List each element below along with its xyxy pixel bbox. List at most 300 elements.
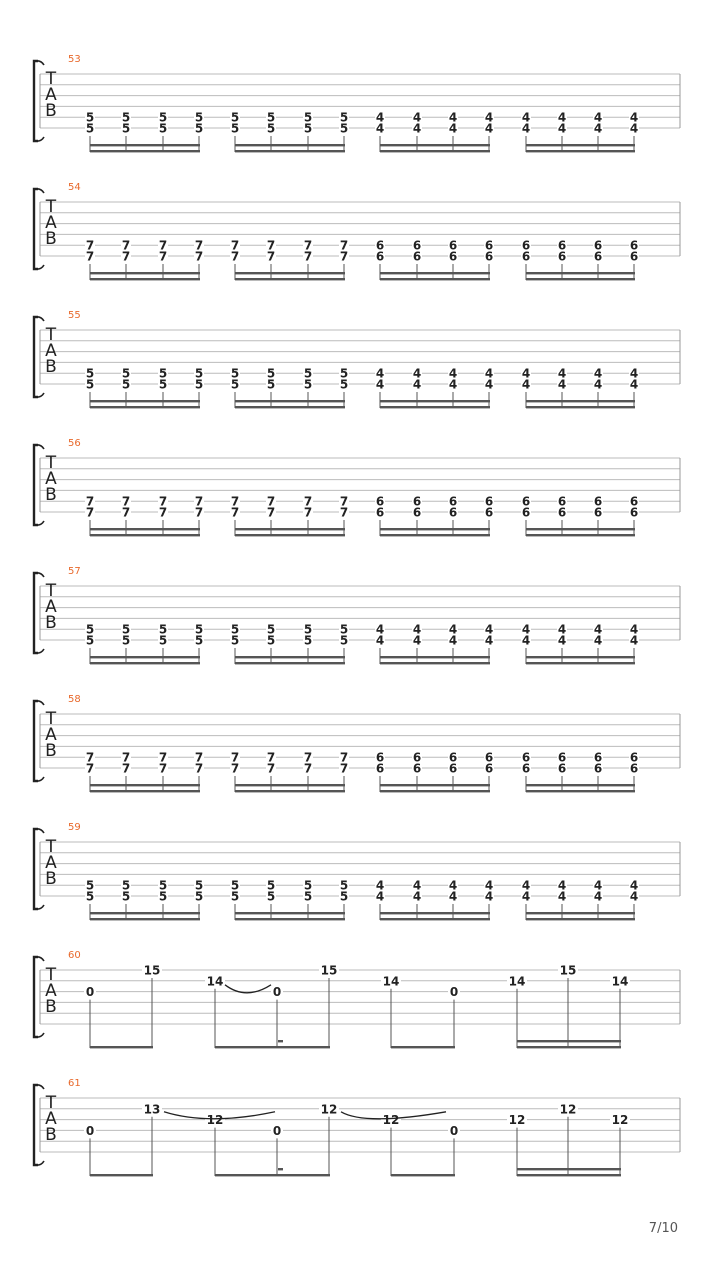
fret-number: 7 (230, 238, 240, 253)
fret-number: 5 (194, 121, 204, 136)
bracket-hook-bottom (35, 777, 44, 781)
fret-number: 7 (158, 249, 168, 264)
fret-number: 5 (303, 878, 313, 893)
fret-number: 7 (194, 249, 204, 264)
fret-number: 4 (412, 633, 422, 648)
fret-number: 12 (508, 1113, 526, 1128)
fret-number: 4 (593, 622, 603, 637)
beam (235, 912, 345, 914)
fret-number: 5 (339, 377, 349, 392)
tab-clef-b: B (45, 229, 57, 249)
fret-number: 4 (557, 622, 567, 637)
fret-number: 6 (484, 238, 494, 253)
fret-number: 4 (629, 878, 639, 893)
fret-number: 6 (484, 505, 494, 520)
beam (526, 662, 635, 664)
beam (90, 278, 200, 280)
fret-number: 7 (85, 750, 95, 765)
fret-number: 5 (194, 889, 204, 904)
fret-number: 4 (593, 121, 603, 136)
beam (380, 144, 490, 146)
fret-number: 6 (557, 750, 567, 765)
beam (235, 656, 345, 658)
fret-number: 4 (593, 633, 603, 648)
fret-number: 6 (629, 238, 639, 253)
tab-clef-b: B (45, 869, 57, 889)
tab-system-61 (34, 1078, 680, 1176)
beam (380, 918, 490, 920)
fret-number: 7 (194, 505, 204, 520)
fret-number: 6 (629, 505, 639, 520)
fret-number: 6 (521, 238, 531, 253)
fret-number: 6 (412, 750, 422, 765)
fret-number: 5 (121, 878, 131, 893)
fret-number: 4 (521, 121, 531, 136)
fret-number: 4 (412, 110, 422, 125)
fret-number: 6 (448, 494, 458, 509)
fret-number: 5 (158, 889, 168, 904)
fret-number: 5 (230, 110, 240, 125)
beam (517, 1168, 621, 1170)
fret-number: 6 (557, 238, 567, 253)
fret-number: 7 (158, 494, 168, 509)
fret-number: 7 (121, 750, 131, 765)
fret-number: 6 (521, 249, 531, 264)
fret-number: 0 (85, 1123, 95, 1138)
tab-clef-a: A (45, 597, 57, 617)
tab-clef-t: T (45, 709, 57, 729)
fret-number: 5 (158, 878, 168, 893)
beam (235, 400, 345, 402)
fret-number: 4 (375, 889, 385, 904)
fret-number: 5 (194, 633, 204, 648)
beam (526, 528, 635, 530)
bracket-hook-bottom (35, 521, 44, 525)
fret-number: 5 (158, 633, 168, 648)
fret-number: 6 (521, 505, 531, 520)
beam (517, 1040, 621, 1042)
fret-number: 4 (448, 377, 458, 392)
beam (526, 406, 635, 408)
tab-clef-a: A (45, 725, 57, 745)
fret-number: 5 (339, 121, 349, 136)
system-bracket (34, 701, 38, 781)
bracket-hook-bottom (35, 649, 44, 653)
beam (235, 406, 345, 408)
fret-number: 5 (339, 622, 349, 637)
tab-system-56 (34, 438, 680, 536)
tab-clef-a: A (45, 85, 57, 105)
fret-number: 5 (303, 633, 313, 648)
fret-number: 4 (448, 110, 458, 125)
fret-number: 4 (448, 878, 458, 893)
fret-number: 4 (448, 622, 458, 637)
fret-number: 6 (521, 494, 531, 509)
fret-number: 7 (121, 505, 131, 520)
beam (90, 912, 200, 914)
tab-clef-t: T (45, 325, 57, 345)
fret-number: 4 (484, 377, 494, 392)
fret-number: 4 (484, 121, 494, 136)
beam (235, 790, 345, 792)
fret-number: 6 (484, 750, 494, 765)
beam (235, 918, 345, 920)
fret-number: 4 (557, 878, 567, 893)
fret-number: 5 (121, 366, 131, 381)
beam (526, 918, 635, 920)
fret-number: 7 (85, 494, 95, 509)
tab-clef-a: A (45, 981, 57, 1001)
fret-number: 7 (121, 761, 131, 776)
tab-system-59 (34, 822, 680, 920)
fret-number: 4 (375, 622, 385, 637)
fret-number: 5 (339, 110, 349, 125)
tab-system-55 (34, 310, 680, 408)
fret-number: 7 (303, 505, 313, 520)
beam (90, 144, 200, 146)
fret-number: 6 (629, 494, 639, 509)
system-bracket (34, 829, 38, 909)
fret-number: 7 (85, 761, 95, 776)
beam (90, 1174, 153, 1176)
fret-number: 5 (303, 366, 313, 381)
fret-number: 5 (303, 121, 313, 136)
tab-clef-t: T (45, 837, 57, 857)
tab-clef-a: A (45, 1109, 57, 1129)
fret-number: 4 (412, 366, 422, 381)
fret-number: 7 (266, 494, 276, 509)
beam (235, 784, 345, 786)
fret-number: 7 (121, 238, 131, 253)
fret-number: 4 (593, 110, 603, 125)
fret-number: 4 (412, 878, 422, 893)
beam (380, 790, 490, 792)
beam (235, 662, 345, 664)
fret-number: 6 (521, 750, 531, 765)
fret-number: 5 (339, 889, 349, 904)
fret-number: 5 (85, 878, 95, 893)
measure-number: 54 (68, 182, 81, 193)
fret-number: 12 (611, 1113, 629, 1128)
tab-systems (34, 54, 680, 1176)
fret-number: 14 (206, 974, 224, 989)
fret-number: 7 (339, 750, 349, 765)
fret-number: 6 (412, 494, 422, 509)
fret-number: 5 (85, 110, 95, 125)
fret-number: 5 (266, 366, 276, 381)
fret-number: 7 (230, 249, 240, 264)
fret-number: 6 (375, 750, 385, 765)
bracket-hook-top (35, 957, 44, 961)
beam (391, 1046, 455, 1048)
fret-number: 6 (484, 249, 494, 264)
fret-number: 7 (158, 761, 168, 776)
fret-number: 4 (412, 121, 422, 136)
fret-number: 7 (266, 761, 276, 776)
tab-clef-b: B (45, 357, 57, 377)
tab-system-54 (34, 182, 680, 280)
fret-number: 5 (121, 889, 131, 904)
fret-number: 4 (375, 366, 385, 381)
fret-number: 0 (272, 985, 282, 1000)
fret-number: 7 (230, 750, 240, 765)
beam (235, 528, 345, 530)
fret-number: 6 (593, 249, 603, 264)
fret-number: 4 (484, 889, 494, 904)
fret-number: 5 (266, 878, 276, 893)
fret-number: 14 (611, 974, 629, 989)
page-number: 7/10 (648, 1221, 678, 1236)
beam (526, 272, 635, 274)
fret-number: 5 (194, 377, 204, 392)
fret-number: 6 (412, 761, 422, 776)
bracket-hook-top (35, 573, 44, 577)
fret-number: 7 (230, 761, 240, 776)
fret-number: 5 (85, 633, 95, 648)
fret-number: 4 (557, 366, 567, 381)
beam (90, 1046, 153, 1048)
fret-number: 4 (375, 633, 385, 648)
fret-number: 4 (448, 121, 458, 136)
fret-number: 4 (521, 889, 531, 904)
fret-number: 5 (194, 622, 204, 637)
fret-number: 6 (448, 238, 458, 253)
fret-number: 5 (303, 622, 313, 637)
bracket-hook-bottom (35, 905, 44, 909)
measure-number: 61 (68, 1078, 81, 1089)
fret-number: 6 (412, 249, 422, 264)
fret-number: 6 (375, 761, 385, 776)
tab-clef-t: T (45, 965, 57, 985)
fret-number: 4 (521, 366, 531, 381)
fret-number: 5 (266, 633, 276, 648)
beam (90, 528, 200, 530)
bracket-hook-bottom (35, 1161, 44, 1165)
fret-number: 7 (339, 761, 349, 776)
fret-number: 5 (339, 633, 349, 648)
system-bracket (34, 573, 38, 653)
beam (90, 662, 200, 664)
fret-number: 5 (230, 121, 240, 136)
fret-number: 15 (320, 963, 338, 978)
bracket-hook-top (35, 61, 44, 65)
fret-number: 14 (508, 974, 526, 989)
fret-number: 5 (339, 366, 349, 381)
fret-number: 7 (194, 494, 204, 509)
fret-number: 5 (266, 622, 276, 637)
fret-number: 7 (158, 505, 168, 520)
tab-system-58 (34, 694, 680, 792)
tab-system-60 (34, 950, 680, 1048)
tab-clef-t: T (45, 69, 57, 89)
measure-number: 53 (68, 54, 81, 65)
tab-clef-t: T (45, 197, 57, 217)
fret-number: 6 (484, 761, 494, 776)
bracket-hook-top (35, 1085, 44, 1089)
fret-number: 5 (121, 110, 131, 125)
fret-number: 7 (266, 249, 276, 264)
beam (391, 1174, 455, 1176)
system-bracket (34, 317, 38, 397)
tab-clef-a: A (45, 341, 57, 361)
fret-number: 4 (521, 622, 531, 637)
beam (526, 150, 635, 152)
fret-number: 5 (339, 878, 349, 893)
fret-number: 4 (629, 889, 639, 904)
beam (90, 784, 200, 786)
beam (526, 790, 635, 792)
measure-number: 56 (68, 438, 81, 449)
tab-clef-b: B (45, 997, 57, 1017)
fret-number: 7 (303, 238, 313, 253)
fret-number: 5 (266, 377, 276, 392)
beam (380, 534, 490, 536)
fret-number: 7 (266, 750, 276, 765)
fret-number: 5 (194, 366, 204, 381)
fret-number: 7 (194, 761, 204, 776)
tab-clef-a: A (45, 853, 57, 873)
fret-number: 5 (158, 366, 168, 381)
fret-number: 6 (375, 249, 385, 264)
bracket-hook-top (35, 317, 44, 321)
tab-clef-b: B (45, 485, 57, 505)
fret-number: 6 (484, 494, 494, 509)
tab-clef-b: B (45, 741, 57, 761)
tab-clef-t: T (45, 1093, 57, 1113)
beam (235, 534, 345, 536)
fret-number: 6 (375, 505, 385, 520)
beam (380, 784, 490, 786)
beam (90, 406, 200, 408)
fret-number: 5 (230, 633, 240, 648)
fret-number: 0 (272, 1123, 282, 1138)
beam (235, 150, 345, 152)
beam (526, 784, 635, 786)
fret-number: 6 (448, 249, 458, 264)
beam (90, 656, 200, 658)
fret-number: 7 (303, 494, 313, 509)
beam (526, 400, 635, 402)
fret-number: 4 (629, 377, 639, 392)
system-bracket (34, 61, 38, 141)
beam (380, 150, 490, 152)
fret-number: 4 (629, 366, 639, 381)
fret-number: 6 (375, 238, 385, 253)
beam (380, 656, 490, 658)
fret-number: 4 (375, 878, 385, 893)
fret-number: 7 (121, 249, 131, 264)
beam (90, 272, 200, 274)
fret-number: 12 (559, 1102, 577, 1117)
fret-number: 5 (230, 622, 240, 637)
fret-number: 5 (194, 110, 204, 125)
fret-number: 4 (412, 889, 422, 904)
measure-number: 59 (68, 822, 81, 833)
fret-number: 4 (629, 121, 639, 136)
fret-number: 6 (448, 750, 458, 765)
fret-number: 4 (521, 377, 531, 392)
fret-number: 5 (158, 110, 168, 125)
fret-number: 6 (557, 249, 567, 264)
measure-number: 57 (68, 566, 81, 577)
fret-number: 6 (412, 238, 422, 253)
bracket-hook-bottom (35, 265, 44, 269)
beam (235, 278, 345, 280)
fret-number: 7 (121, 494, 131, 509)
beam (90, 150, 200, 152)
fret-number: 4 (375, 110, 385, 125)
fret-number: 7 (194, 238, 204, 253)
system-bracket (34, 445, 38, 525)
fret-number: 5 (121, 622, 131, 637)
beam (526, 912, 635, 914)
bracket-hook-top (35, 445, 44, 449)
fret-number: 6 (448, 761, 458, 776)
system-bracket (34, 1085, 38, 1165)
beam (215, 1046, 330, 1048)
fret-number: 5 (266, 121, 276, 136)
measure-number: 60 (68, 950, 81, 961)
fret-number: 4 (593, 889, 603, 904)
fret-number: 5 (303, 889, 313, 904)
beam (526, 278, 635, 280)
beam (526, 534, 635, 536)
fret-number: 4 (375, 377, 385, 392)
fret-number: 7 (230, 494, 240, 509)
fret-number: 4 (412, 377, 422, 392)
fret-number: 5 (266, 889, 276, 904)
fret-number: 5 (266, 110, 276, 125)
tab-system-57 (34, 566, 680, 664)
fret-number: 4 (629, 633, 639, 648)
fret-number: 5 (85, 121, 95, 136)
fret-number: 4 (593, 366, 603, 381)
beam (517, 1174, 621, 1176)
beam (235, 272, 345, 274)
beam (380, 406, 490, 408)
bracket-hook-bottom (35, 393, 44, 397)
tab-clef-a: A (45, 469, 57, 489)
fret-number: 6 (593, 238, 603, 253)
fret-number: 5 (85, 889, 95, 904)
fret-number: 6 (593, 494, 603, 509)
fret-number: 4 (521, 878, 531, 893)
fret-number: 4 (375, 121, 385, 136)
fret-number: 7 (303, 750, 313, 765)
fret-number: 6 (629, 750, 639, 765)
fret-number: 7 (194, 750, 204, 765)
fret-number: 4 (593, 377, 603, 392)
beam (235, 144, 345, 146)
fret-number: 5 (158, 121, 168, 136)
beam (90, 534, 200, 536)
fret-number: 0 (449, 1123, 459, 1138)
fret-number: 5 (194, 878, 204, 893)
measure-number: 58 (68, 694, 81, 705)
system-bracket (34, 957, 38, 1037)
tab-clef-b: B (45, 613, 57, 633)
fret-number: 5 (303, 377, 313, 392)
beam (380, 400, 490, 402)
fret-number: 4 (557, 110, 567, 125)
rest-mark (278, 1168, 283, 1170)
fret-number: 7 (339, 505, 349, 520)
tab-system-53 (34, 54, 680, 152)
fret-number: 6 (557, 505, 567, 520)
fret-number: 15 (559, 963, 577, 978)
bracket-hook-top (35, 829, 44, 833)
beam (90, 400, 200, 402)
